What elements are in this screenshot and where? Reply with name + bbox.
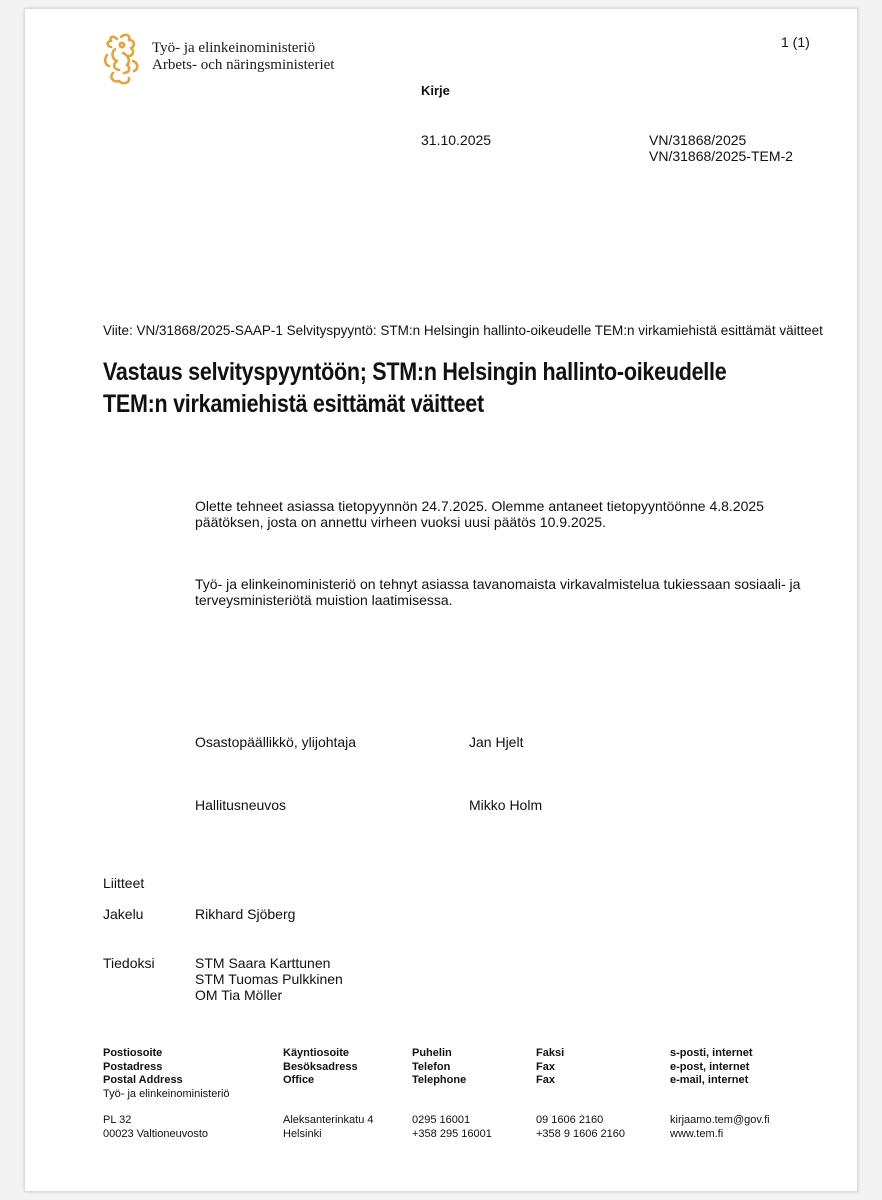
footer-heading: e-mail, internet [670, 1074, 749, 1086]
footer-heading: Fax [536, 1060, 555, 1073]
footer-heading: Telefon [412, 1060, 451, 1073]
footer-heading: Postiosoite [103, 1047, 163, 1059]
footer-value: Aleksanterinkatu 4 [283, 1114, 374, 1126]
body-paragraph-2 [195, 576, 825, 608]
footer-value: Helsinki [283, 1127, 322, 1140]
footer-email-values [670, 1114, 770, 1141]
footer-value: 09 1606 2160 [536, 1114, 604, 1126]
for-information-label: Tiedoksi [103, 955, 155, 971]
footer-value: 0295 16001 [412, 1114, 471, 1126]
page-number: 1 (1) [781, 34, 810, 50]
footer-postal-values [103, 1114, 208, 1141]
footer-value: 00023 Valtioneuvosto [103, 1127, 208, 1140]
footer-heading: Faksi [536, 1047, 565, 1059]
footer-email-header [670, 1047, 753, 1088]
footer-heading: Postadress [103, 1060, 163, 1073]
signature-name-2: Mikko Holm [469, 797, 543, 813]
footer-heading: Besöksadress [283, 1060, 358, 1073]
distribution-value: Rikhard Sjöberg [195, 906, 296, 922]
footer-subtext: Työ- ja elinkeinoministeriö [103, 1087, 230, 1100]
footer-fax-values [536, 1114, 625, 1141]
footer-office-values [283, 1114, 374, 1141]
title-line-2: TEM:n virkamiehistä esittämät väitteet [103, 390, 484, 418]
for-information-list [195, 955, 343, 1003]
title-line-1: Vastaus selvityspyyntöön; STM:n Helsingin hallinto-oikeudelle [103, 358, 727, 386]
footer-heading: Postal Address [103, 1074, 183, 1086]
reference-number-1: VN/31868/2025 [649, 132, 747, 148]
document-type: Kirje [421, 83, 450, 98]
signature-name-1: Jan Hjelt [469, 734, 524, 750]
footer-fax-header [536, 1047, 564, 1088]
signature-role-2: Hallitusneuvos [195, 797, 287, 813]
paragraph-line: terveysministeriötä muistion laatimisessa. [195, 592, 453, 608]
footer-email-link[interactable]: kirjaamo.tem@gov.fi [670, 1114, 770, 1126]
footer-website-link[interactable]: www.tem.fi [670, 1127, 724, 1140]
footer-heading: e-post, internet [670, 1060, 750, 1073]
footer-heading: Puhelin [412, 1047, 452, 1059]
list-item: OM Tia Möller [195, 987, 283, 1003]
signature-role-1: Osastopäällikkö, ylijohtaja [195, 734, 357, 750]
reference-line: Viite: VN/31868/2025-SAAP-1 Selvityspyyntö: STM:n Helsingin hallinto-oikeudelle TEM:n virkamiehistä esittämät väitteet [103, 323, 823, 338]
list-item: STM Tuomas Pulkkinen [195, 971, 343, 987]
attachments-label: Liitteet [103, 875, 145, 891]
footer-postal-header [103, 1047, 230, 1101]
footer-value: PL 32 [103, 1114, 132, 1126]
document-page [24, 8, 858, 1192]
body-paragraph-1 [195, 498, 825, 530]
footer-office-header [283, 1047, 358, 1088]
footer-heading: Käyntiosoite [283, 1047, 350, 1059]
footer-heading: Telephone [412, 1074, 467, 1086]
paragraph-line: Työ- ja elinkeinoministeriö on tehnyt asiassa tavanomaista virkavalmistelua tukiessaan sosiaali- ja [195, 576, 801, 592]
list-item: STM Saara Karttunen [195, 955, 331, 971]
footer-phone-values [412, 1114, 492, 1141]
distribution-label: Jakelu [103, 906, 144, 922]
paragraph-line: Olette tehneet asiassa tietopyynnön 24.7.2025. Olemme antaneet tietopyyntöönne 4.8.2025 [195, 498, 764, 514]
reference-number-2: VN/31868/2025-TEM-2 [649, 148, 793, 164]
ministry-name-sv: Arbets- och näringsministeriet [152, 57, 335, 73]
ministry-name [152, 40, 334, 74]
footer-heading: Fax [536, 1074, 555, 1086]
footer-value: +358 9 1606 2160 [536, 1127, 626, 1140]
ministry-name-fi: Työ- ja elinkeinoministeriö [152, 40, 316, 56]
footer-value: +358 295 16001 [412, 1127, 492, 1140]
document-date: 31.10.2025 [421, 132, 492, 148]
footer-phone-header [412, 1047, 466, 1088]
lion-crest-icon [103, 31, 143, 87]
footer-heading: Office [283, 1074, 315, 1086]
document-title [103, 356, 834, 420]
document-references [649, 132, 793, 164]
paragraph-line: päätöksen, josta on annettu virheen vuoksi uusi päätös 10.9.2025. [195, 514, 606, 530]
footer-heading: s-posti, internet [670, 1047, 753, 1059]
